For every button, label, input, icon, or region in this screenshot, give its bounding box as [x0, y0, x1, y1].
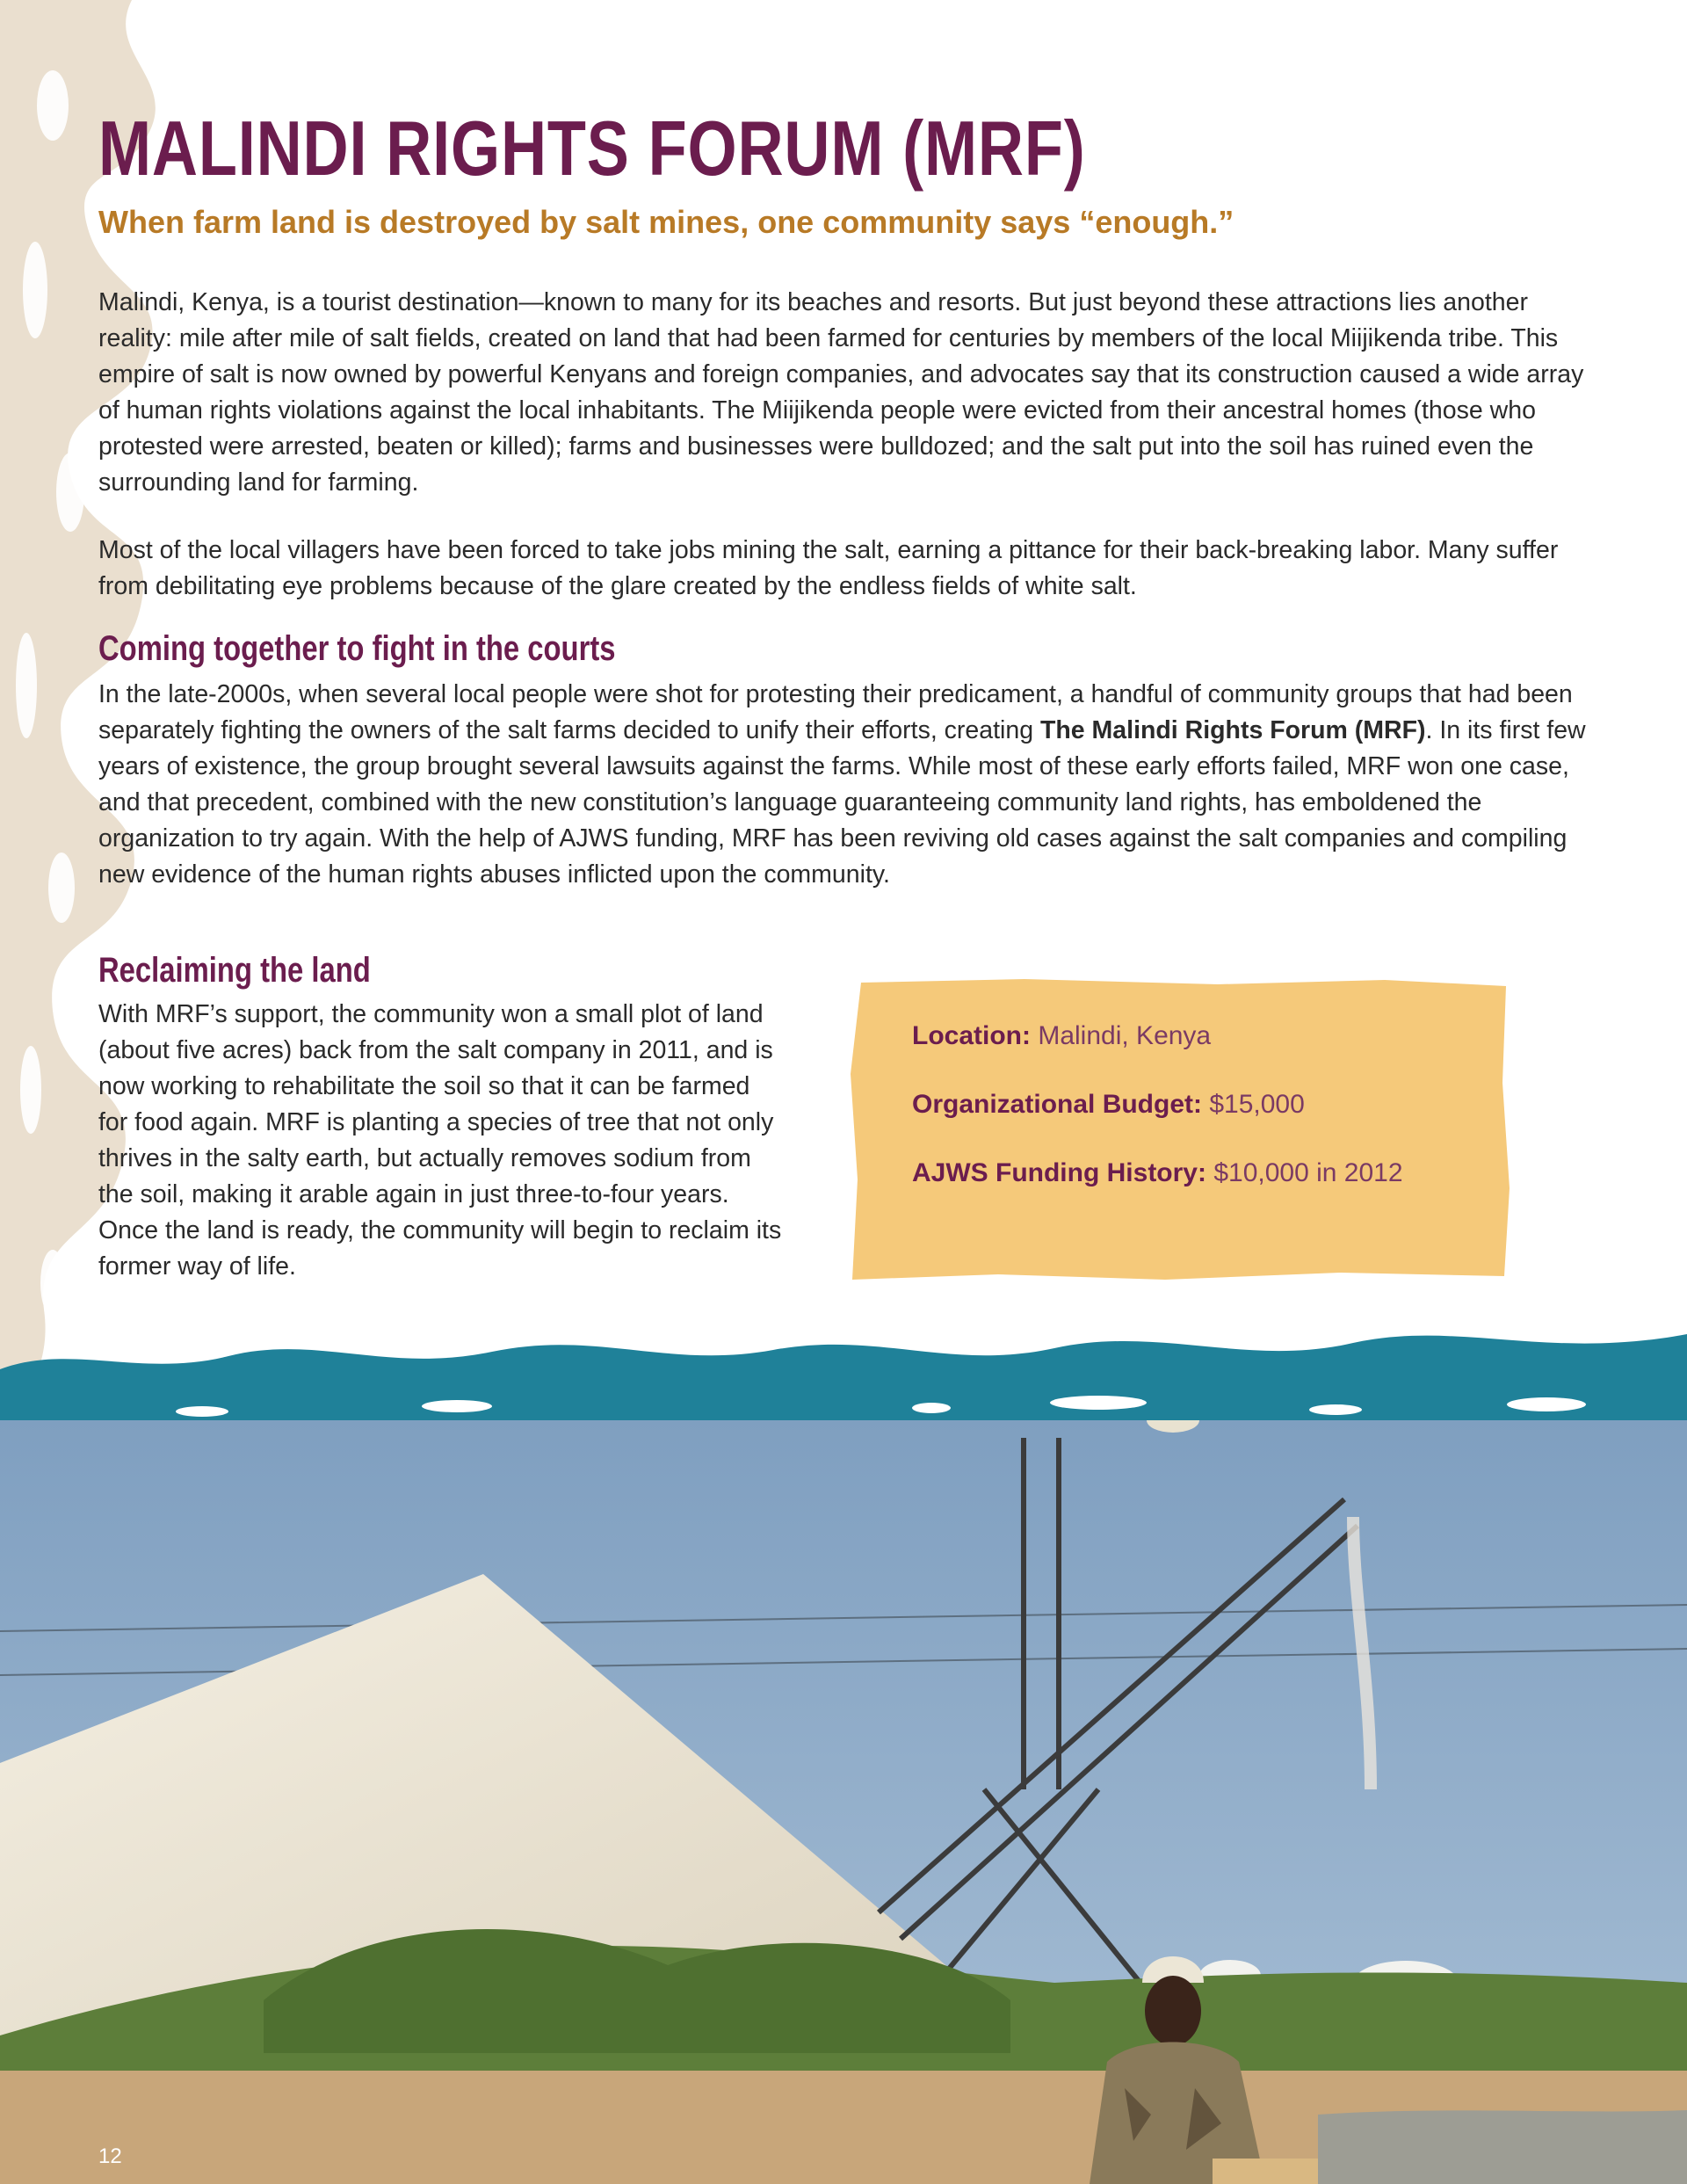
info-location: [912, 1021, 1403, 1051]
salt-mine-photo: [0, 1420, 1687, 2184]
page-title: MALINDI RIGHTS FORUM (MRF): [98, 105, 1086, 192]
info-box: [849, 977, 1513, 1281]
info-funding: [912, 1158, 1403, 1188]
courts-text-bold: The Malindi Rights Forum (MRF): [1039, 716, 1426, 744]
page-subtitle: When farm land is destroyed by salt mines, one community says “enough.”: [98, 204, 1234, 240]
courts-text-a: In the late-2000s, when several local people were shot for protesting their predicament, a handful of community groups that had been separately fighting the owners of the salt farms decided to unify their efforts, creating: [98, 680, 1573, 744]
section-paragraph-courts: [98, 677, 1592, 893]
funding-value: $10,000 in 2012: [1213, 1158, 1403, 1187]
section-heading-land: Reclaiming the land: [98, 951, 371, 990]
intro-paragraph-1: Malindi, Kenya, is a tourist destination—known to many for its beaches and resorts. But just beyond these attractions lies another reality: mile after mile of salt fields, created on land that had been farmed for centuries by members of the local Miijikenda tribe. This empire of salt is now owned by powerful Kenyans and foreign companies, and advocates say that its construction caused a wide array of human rights violations against the local inhabitants. The Miijikenda people were evicted from their ancestral homes (those who protested were arrested, beaten or killed); farms and businesses were bulldozed; and the salt put into the soil has ruined even the surrounding land for farming.: [98, 288, 1584, 497]
funding-label: AJWS Funding History:: [912, 1158, 1206, 1187]
section-paragraph-land: With MRF’s support, the community won a small plot of land (about five acres) back from the salt company in 2011, and is now working to rehabilitate the soil so that it can be farmed for food again. MRF is planting a species of tree that not only thrives in the salty earth, but actually removes sodium from the soil, making it arable again in just three-to-four years. Once the land is ready, the community will begin to reclaim its former way of life.: [98, 1000, 782, 1281]
page-number: 12: [98, 2144, 122, 2168]
budget-label: Organizational Budget:: [912, 1090, 1202, 1119]
location-value: Malindi, Kenya: [1038, 1021, 1212, 1050]
intro-paragraph-2: Most of the local villagers have been forced to take jobs mining the salt, earning a pittance for their back-breaking labor. Many suffer from debilitating eye problems because of the glare created by the endless fields of white salt.: [98, 536, 1559, 600]
section-heading-courts: Coming together to fight in the courts: [98, 629, 616, 668]
decorative-wave-band: [0, 1308, 1687, 1422]
budget-value: $15,000: [1209, 1090, 1305, 1119]
location-label: Location:: [912, 1021, 1031, 1050]
courts-text-b: . In its first few years of existence, the group brought several lawsuits against the farms. While most of these early efforts failed, MRF won one case, and that precedent, combined with the new constitution’s language guaranteeing community land rights, has emboldened the organization to try again. With the help of AJWS funding, MRF has been reviving old cases against the salt companies and compiling new evidence of the human rights abuses inflicted upon the community.: [98, 716, 1586, 889]
info-budget: [912, 1090, 1403, 1120]
